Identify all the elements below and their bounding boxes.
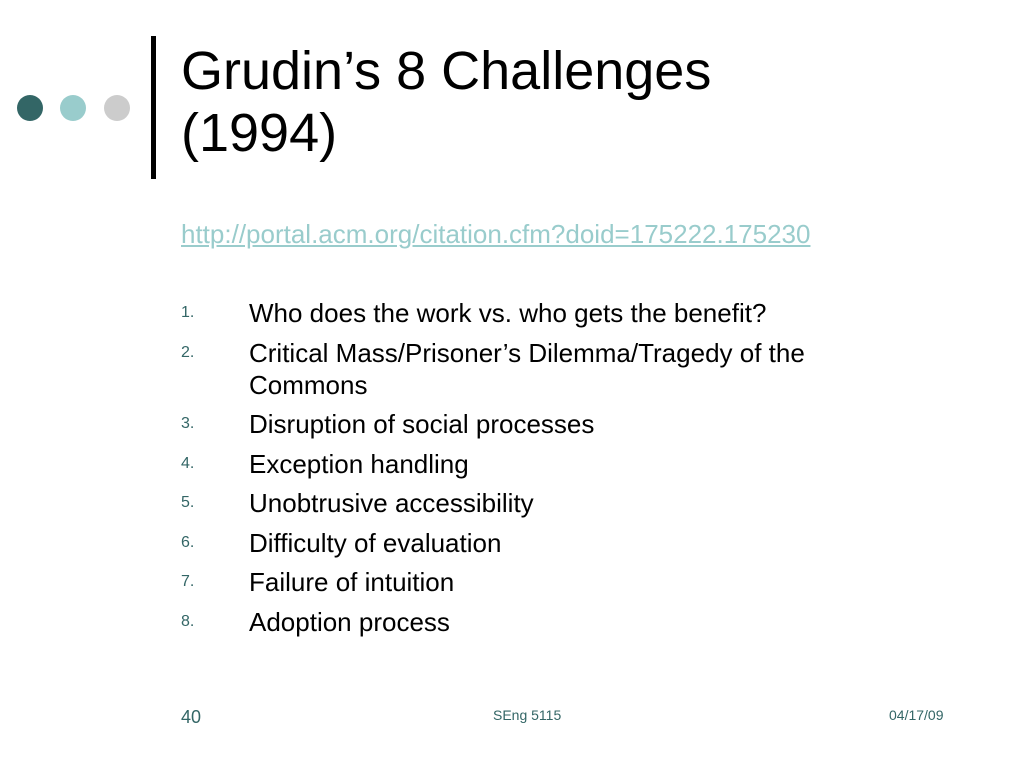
list-item-number: 2. — [181, 343, 195, 361]
slide-title — [181, 40, 981, 164]
challenges-list — [181, 297, 921, 645]
list-item — [181, 337, 921, 401]
list-item-text: Failure of intuition — [249, 567, 455, 597]
list-item-text: Exception handling — [249, 448, 469, 479]
list-item — [181, 448, 921, 480]
footer-date: 04/17/09 — [889, 707, 944, 723]
decorative-dot-dark — [17, 95, 43, 121]
list-item — [181, 527, 921, 559]
title-divider — [151, 36, 156, 179]
list-item-number: 8. — [181, 612, 195, 630]
list-item-text: Adoption process — [249, 606, 450, 637]
list-item-number: 6. — [181, 533, 195, 551]
list-item-text: Who does the work vs. who gets the benefit? — [249, 298, 767, 328]
list-item — [181, 408, 921, 440]
list-item-number: 4. — [181, 454, 195, 472]
list-item-number: 7. — [181, 573, 195, 590]
slide-title-line-2: (1994) — [181, 103, 338, 163]
list-item — [181, 487, 921, 519]
list-item-text: Critical Mass/Prisoner’s Dilemma/Tragedy of the Commons — [249, 337, 805, 400]
slide-title-line-1: Grudin’s 8 Challenges — [181, 41, 712, 101]
list-item-number: 1. — [181, 304, 195, 321]
decorative-dot-gray — [104, 95, 130, 121]
page-number: 40 — [181, 707, 202, 727]
decorative-dot-light — [60, 95, 86, 121]
list-item-text: Disruption of social processes — [249, 409, 595, 439]
citation-link[interactable]: http://portal.acm.org/citation.cfm?doid=175222.175230 — [181, 219, 811, 249]
list-item-number: 5. — [181, 494, 195, 511]
list-item-text: Unobtrusive accessibility — [249, 488, 534, 518]
list-item — [181, 297, 921, 329]
list-item — [181, 606, 921, 638]
list-item — [181, 566, 921, 598]
list-item-text: Difficulty of evaluation — [249, 527, 502, 558]
footer-course: SEng 5115 — [493, 707, 562, 723]
list-item-number: 3. — [181, 415, 195, 432]
